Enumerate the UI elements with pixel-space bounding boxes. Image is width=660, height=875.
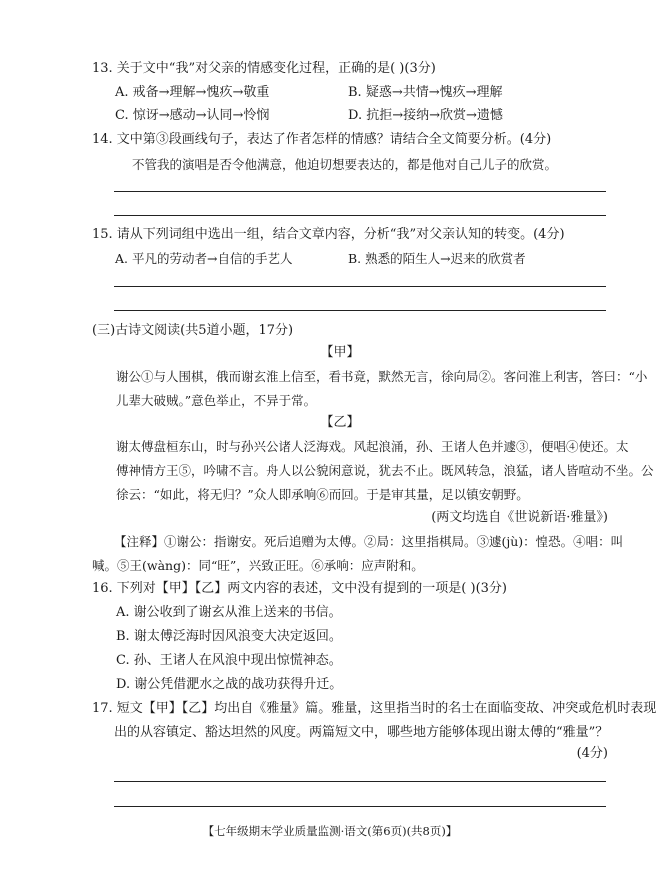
q14-stem: 14. 文中第③段画线句子，表达了作者怎样的情感？请结合全文简要分析。(4分) — [92, 132, 552, 147]
answer-line — [114, 286, 606, 287]
q16-option-b: B. 谢太傅泛海时因风浪变大决定返回。 — [116, 629, 342, 644]
q16-option-c: C. 孙、王诸人在风浪中现出惊慌神态。 — [116, 653, 342, 668]
q16-stem: 16. 下列对【甲】【乙】两文内容的表述，文中没有提到的一项是( )(3分) — [92, 581, 507, 596]
answer-line — [114, 806, 606, 807]
text-yi-line: 傅神情方王⑤，吟啸不言。舟人以公貌闲意说，犹去不止。既风转急，浪猛，诸人皆喧动不坐。公 — [116, 463, 654, 478]
q13-option-d: D. 抗拒→接纳→欣赏→遗憾 — [348, 108, 503, 123]
answer-line — [114, 310, 606, 311]
q13-option-b: B. 疑惑→共情→愧疚→理解 — [348, 85, 503, 100]
q13-option-c: C. 惊讶→感动→认同→怜悯 — [115, 108, 270, 123]
q17-score: (4分) — [576, 746, 608, 761]
source-note: (两文均选自《世说新语·雅量》) — [431, 510, 608, 525]
q13-stem: 13. 关于文中“我”对父亲的情感变化过程，正确的是( )(3分) — [92, 61, 436, 76]
text-jia-line: 谢公①与人围棋，俄而谢玄淮上信至，看书竟，默然无言，徐向局②。客问淮上利害，答曰：“小 — [116, 369, 648, 384]
annotation-line: 喊。⑤王(wàng)：同“旺”，兴致正旺。⑥承响：应声附和。 — [92, 558, 424, 573]
q15-stem: 15. 请从下列词组中选出一组，结合文章内容，分析“我”对父亲认知的转变。(4分) — [92, 227, 565, 242]
q16-option-a: A. 谢公收到了谢玄从淮上送来的书信。 — [116, 605, 342, 620]
text-jia-title: 【甲】 — [320, 345, 360, 360]
answer-line — [114, 781, 606, 782]
text-yi-title: 【乙】 — [320, 415, 360, 430]
section-heading: (三)古诗文阅读(共5道小题，17分) — [92, 323, 294, 338]
q14-quote: 不管我的演唱是否令他满意，他迫切想要表达的，都是他对自己儿子的欣赏。 — [132, 157, 558, 172]
page-footer: 【七年级期末学业质量监测·语文(第6页)(共8页)】 — [202, 824, 458, 838]
q15-option-b: B. 熟悉的陌生人→迟来的欣赏者 — [348, 251, 526, 266]
text-yi-line: 谢太傅盘桓东山，时与孙兴公诸人泛海戏。风起浪涌，孙、王诸人色并遽③，便唱④使还。太 — [116, 439, 629, 454]
q15-option-a: A. 平凡的劳动者→自信的手艺人 — [115, 251, 293, 266]
q13-option-a: A. 戒备→理解→愧疚→敬重 — [115, 85, 270, 100]
annotation-line: 【注释】①谢公：指谢安。死后追赠为太傅。②局：这里指棋局。③遽(jù)：惶恐。④唱：叫 — [114, 534, 624, 549]
q16-option-d: D. 谢公凭借淝水之战的战功获得升迁。 — [116, 677, 343, 692]
q17-line: 17. 短文【甲】【乙】均出自《雅量》篇。雅量，这里指当时的名士在面临变故、冲突或危机时表现 — [92, 701, 657, 716]
text-jia-line: 儿辈大破贼。”意色举止，不异于常。 — [116, 393, 317, 408]
q17-line: 出的从容镇定、豁达坦然的风度。两篇短文中，哪些地方能够体现出谢太傅的“雅量”？ — [114, 725, 609, 740]
text-yi-line: 徐云：“如此，将无归？”众人即承响⑥而回。于是审其量，足以镇安朝野。 — [116, 487, 529, 502]
answer-line — [114, 191, 606, 192]
answer-line — [114, 215, 606, 216]
